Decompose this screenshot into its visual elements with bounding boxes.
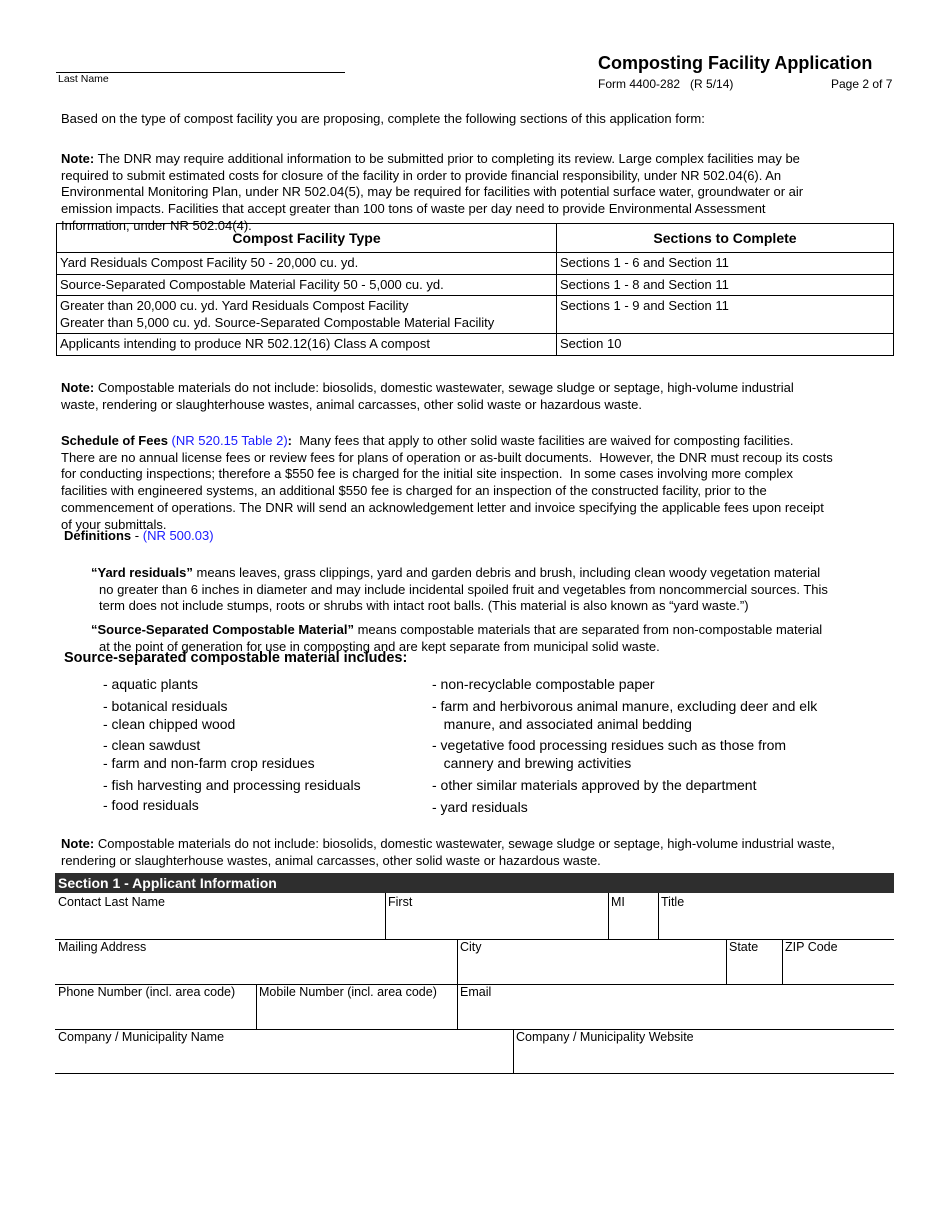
sections-cell: Sections 1 - 9 and Section 11: [557, 296, 894, 334]
note-review: [61, 134, 803, 235]
list-item: - other similar materials approved by the department: [432, 777, 757, 793]
fees-line: There are no annual license fees or review fees for plans of operation or as-built documents. However, the DNR must recoup its costs: [61, 449, 833, 465]
city-input[interactable]: [459, 955, 725, 983]
fees-line: of your submittals.: [61, 516, 167, 532]
title-input[interactable]: [660, 910, 893, 938]
table-row: [57, 296, 894, 334]
company-name-input[interactable]: [56, 1045, 512, 1073]
definitions-label: Definitions: [64, 528, 132, 543]
note-exclusions: [61, 363, 794, 413]
section-1-header: Section 1 - Applicant Information: [55, 873, 894, 893]
facility-type-cell: Applicants intending to produce NR 502.12(16) Class A compost: [57, 334, 557, 356]
page-number: Page 2 of 7: [831, 77, 893, 91]
note-line: emission impacts. Facilities that accept greater than 100 tons of waste per day need to provide Environmental Assessment: [61, 201, 766, 217]
schedule-of-fees: [61, 416, 833, 534]
note-line: Information, under NR 502.04(4).: [61, 217, 252, 233]
fees-colon: :: [287, 432, 292, 448]
zip-code-label: ZIP Code: [785, 940, 838, 954]
first-name-input[interactable]: [387, 910, 607, 938]
definition-line: means compostable materials that are separated from non-compostable material: [353, 621, 823, 637]
fees-label: Schedule of Fees: [61, 432, 168, 448]
list-item: - botanical residuals: [103, 698, 228, 714]
list-item: - clean sawdust: [103, 737, 201, 753]
list-item: - fish harvesting and processing residuals: [103, 777, 361, 793]
mobile-number-input[interactable]: [258, 1000, 456, 1028]
facility-type-table: [56, 223, 894, 356]
definition-line: means leaves, grass clippings, yard and garden debris and brush, including clean woody vegetation material: [192, 564, 821, 580]
facility-type-cell: [57, 296, 557, 334]
list-item: - yard residuals: [432, 799, 528, 815]
field-underline: [55, 1073, 894, 1074]
intro-text: Based on the type of compost facility you are proposing, complete the following sections of this application form:: [61, 111, 705, 126]
form-number: Form 4400-282 (R 5/14): [598, 77, 734, 91]
first-name-label: First: [388, 895, 413, 909]
definition-sscm: [91, 605, 822, 655]
table-row: [57, 274, 894, 296]
email-input[interactable]: [459, 1000, 893, 1028]
note-line: rendering or slaughterhouse wastes, animal carcasses, other solid waste or hazardous waste.: [61, 852, 601, 868]
fees-link[interactable]: (NR 520.15 Table 2): [171, 432, 288, 448]
note-line: waste, rendering or slaughterhouse wastes, animal carcasses, other solid waste or hazardous waste.: [61, 396, 642, 412]
note-line: Environmental Monitoring Plan, under NR 502.04(5), may be required for facilities with potential surface water, groundwater or air: [61, 184, 804, 200]
definition-term: “Yard residuals”: [91, 564, 193, 580]
note-compostable-exclusions: [61, 819, 835, 869]
contact-last-name-label: Contact Last Name: [58, 895, 165, 909]
middle-initial-label: MI: [611, 895, 625, 909]
form-title: Composting Facility Application: [598, 53, 873, 73]
mailing-address-label: Mailing Address: [58, 940, 147, 954]
list-item: - vegetative food processing residues such as those from: [432, 737, 787, 753]
definitions-dash: -: [131, 528, 143, 543]
facility-type-line: Greater than 20,000 cu. yd. Yard Residuals Compost Facility: [60, 298, 409, 313]
state-label: State: [729, 940, 759, 954]
col-header-facility-type: Compost Facility Type: [57, 224, 557, 253]
table-header-row: [57, 224, 894, 253]
company-website-input[interactable]: [515, 1045, 893, 1073]
company-website-label: Company / Municipality Website: [516, 1030, 694, 1044]
email-label: Email: [460, 985, 492, 999]
note-label: Note:: [61, 379, 95, 395]
list-item: - non-recyclable compostable paper: [432, 676, 655, 692]
note-line: The DNR may require additional information to be submitted prior to completing its review. Large complex facilities may be: [94, 150, 800, 166]
fees-line: Many fees that apply to other solid waste facilities are waived for composting facilities.: [292, 432, 794, 448]
sections-cell: Sections 1 - 8 and Section 11: [557, 274, 894, 296]
facility-type-cell: Source-Separated Compostable Material Facility 50 - 5,000 cu. yd.: [57, 274, 557, 296]
sections-cell: Sections 1 - 6 and Section 11: [557, 253, 894, 275]
note-line: Compostable materials do not include: biosolids, domestic wastewater, sewage sludge or septage, high-volume industrial waste,: [94, 835, 835, 851]
definition-line: term does not include stumps, roots or shrubs with intact root balls. (This material is also known as “yard waste.”): [99, 598, 749, 614]
sections-cell: Section 10: [557, 334, 894, 356]
facility-type-line: Greater than 5,000 cu. yd. Source-Separated Compostable Material Facility: [60, 314, 495, 330]
list-item: - aquatic plants: [103, 676, 198, 692]
middle-initial-input[interactable]: [610, 910, 657, 938]
title-label: Title: [661, 895, 685, 909]
note-label: Note:: [61, 150, 95, 166]
fees-line: for conducting inspections; therefore a $550 fee is charged for the initial site inspection. In some cases involving more complex: [61, 466, 794, 482]
company-name-label: Company / Municipality Name: [58, 1030, 225, 1044]
note-label: Note:: [61, 835, 95, 851]
note-line: required to submit estimated costs for closure of the facility in order to provide financial responsibility, under NR 502.04(6). An: [61, 167, 782, 183]
mailing-address-input[interactable]: [56, 955, 456, 983]
city-label: City: [460, 940, 482, 954]
definition-line: no greater than 6 inches in diameter and may include incidental spoiled fruit and vegetables from noncommercial sources. This: [99, 581, 828, 597]
phone-number-label: Phone Number (incl. area code): [58, 985, 236, 999]
fees-line: facilities with engineered systems, an additional $550 fee is charged for an inspection of the constructed facility, prior to the: [61, 483, 767, 499]
facility-type-cell: Yard Residuals Compost Facility 50 - 20,000 cu. yd.: [57, 253, 557, 275]
list-item: - farm and non-farm crop residues: [103, 755, 315, 771]
zip-code-input[interactable]: [784, 955, 893, 983]
list-item: cannery and brewing activities: [432, 755, 632, 771]
table-row: [57, 253, 894, 275]
list-item: - clean chipped wood: [103, 716, 236, 732]
note-line: Compostable materials do not include: biosolids, domestic wastewater, sewage sludge or septage, high-volume industrial: [94, 379, 794, 395]
phone-number-input[interactable]: [56, 1000, 255, 1028]
mobile-number-label: Mobile Number (incl. area code): [259, 985, 437, 999]
definitions-heading: [64, 528, 214, 545]
list-item: - farm and herbivorous animal manure, excluding deer and elk: [432, 698, 818, 714]
table-row: [57, 334, 894, 356]
definition-term: “Source-Separated Compostable Material”: [91, 621, 354, 637]
last-name-label: Last Name: [58, 73, 109, 85]
fees-line: commencement of operations. The DNR will send an acknowledgement letter and invoice specifying the applicable fees upon receipt: [61, 499, 824, 515]
contact-last-name-input[interactable]: [56, 910, 384, 938]
col-header-sections: Sections to Complete: [557, 224, 894, 253]
list-item: manure, and associated animal bedding: [432, 716, 692, 732]
state-input[interactable]: [728, 955, 781, 983]
definitions-link[interactable]: (NR 500.03): [142, 528, 214, 543]
last-name-input[interactable]: [56, 52, 345, 72]
list-item: - food residuals: [103, 797, 199, 813]
includes-heading: Source-separated compostable material includes:: [64, 650, 408, 666]
definition-line: at the point of generation for use in composting and are kept separate from municipal solid waste.: [99, 638, 660, 654]
